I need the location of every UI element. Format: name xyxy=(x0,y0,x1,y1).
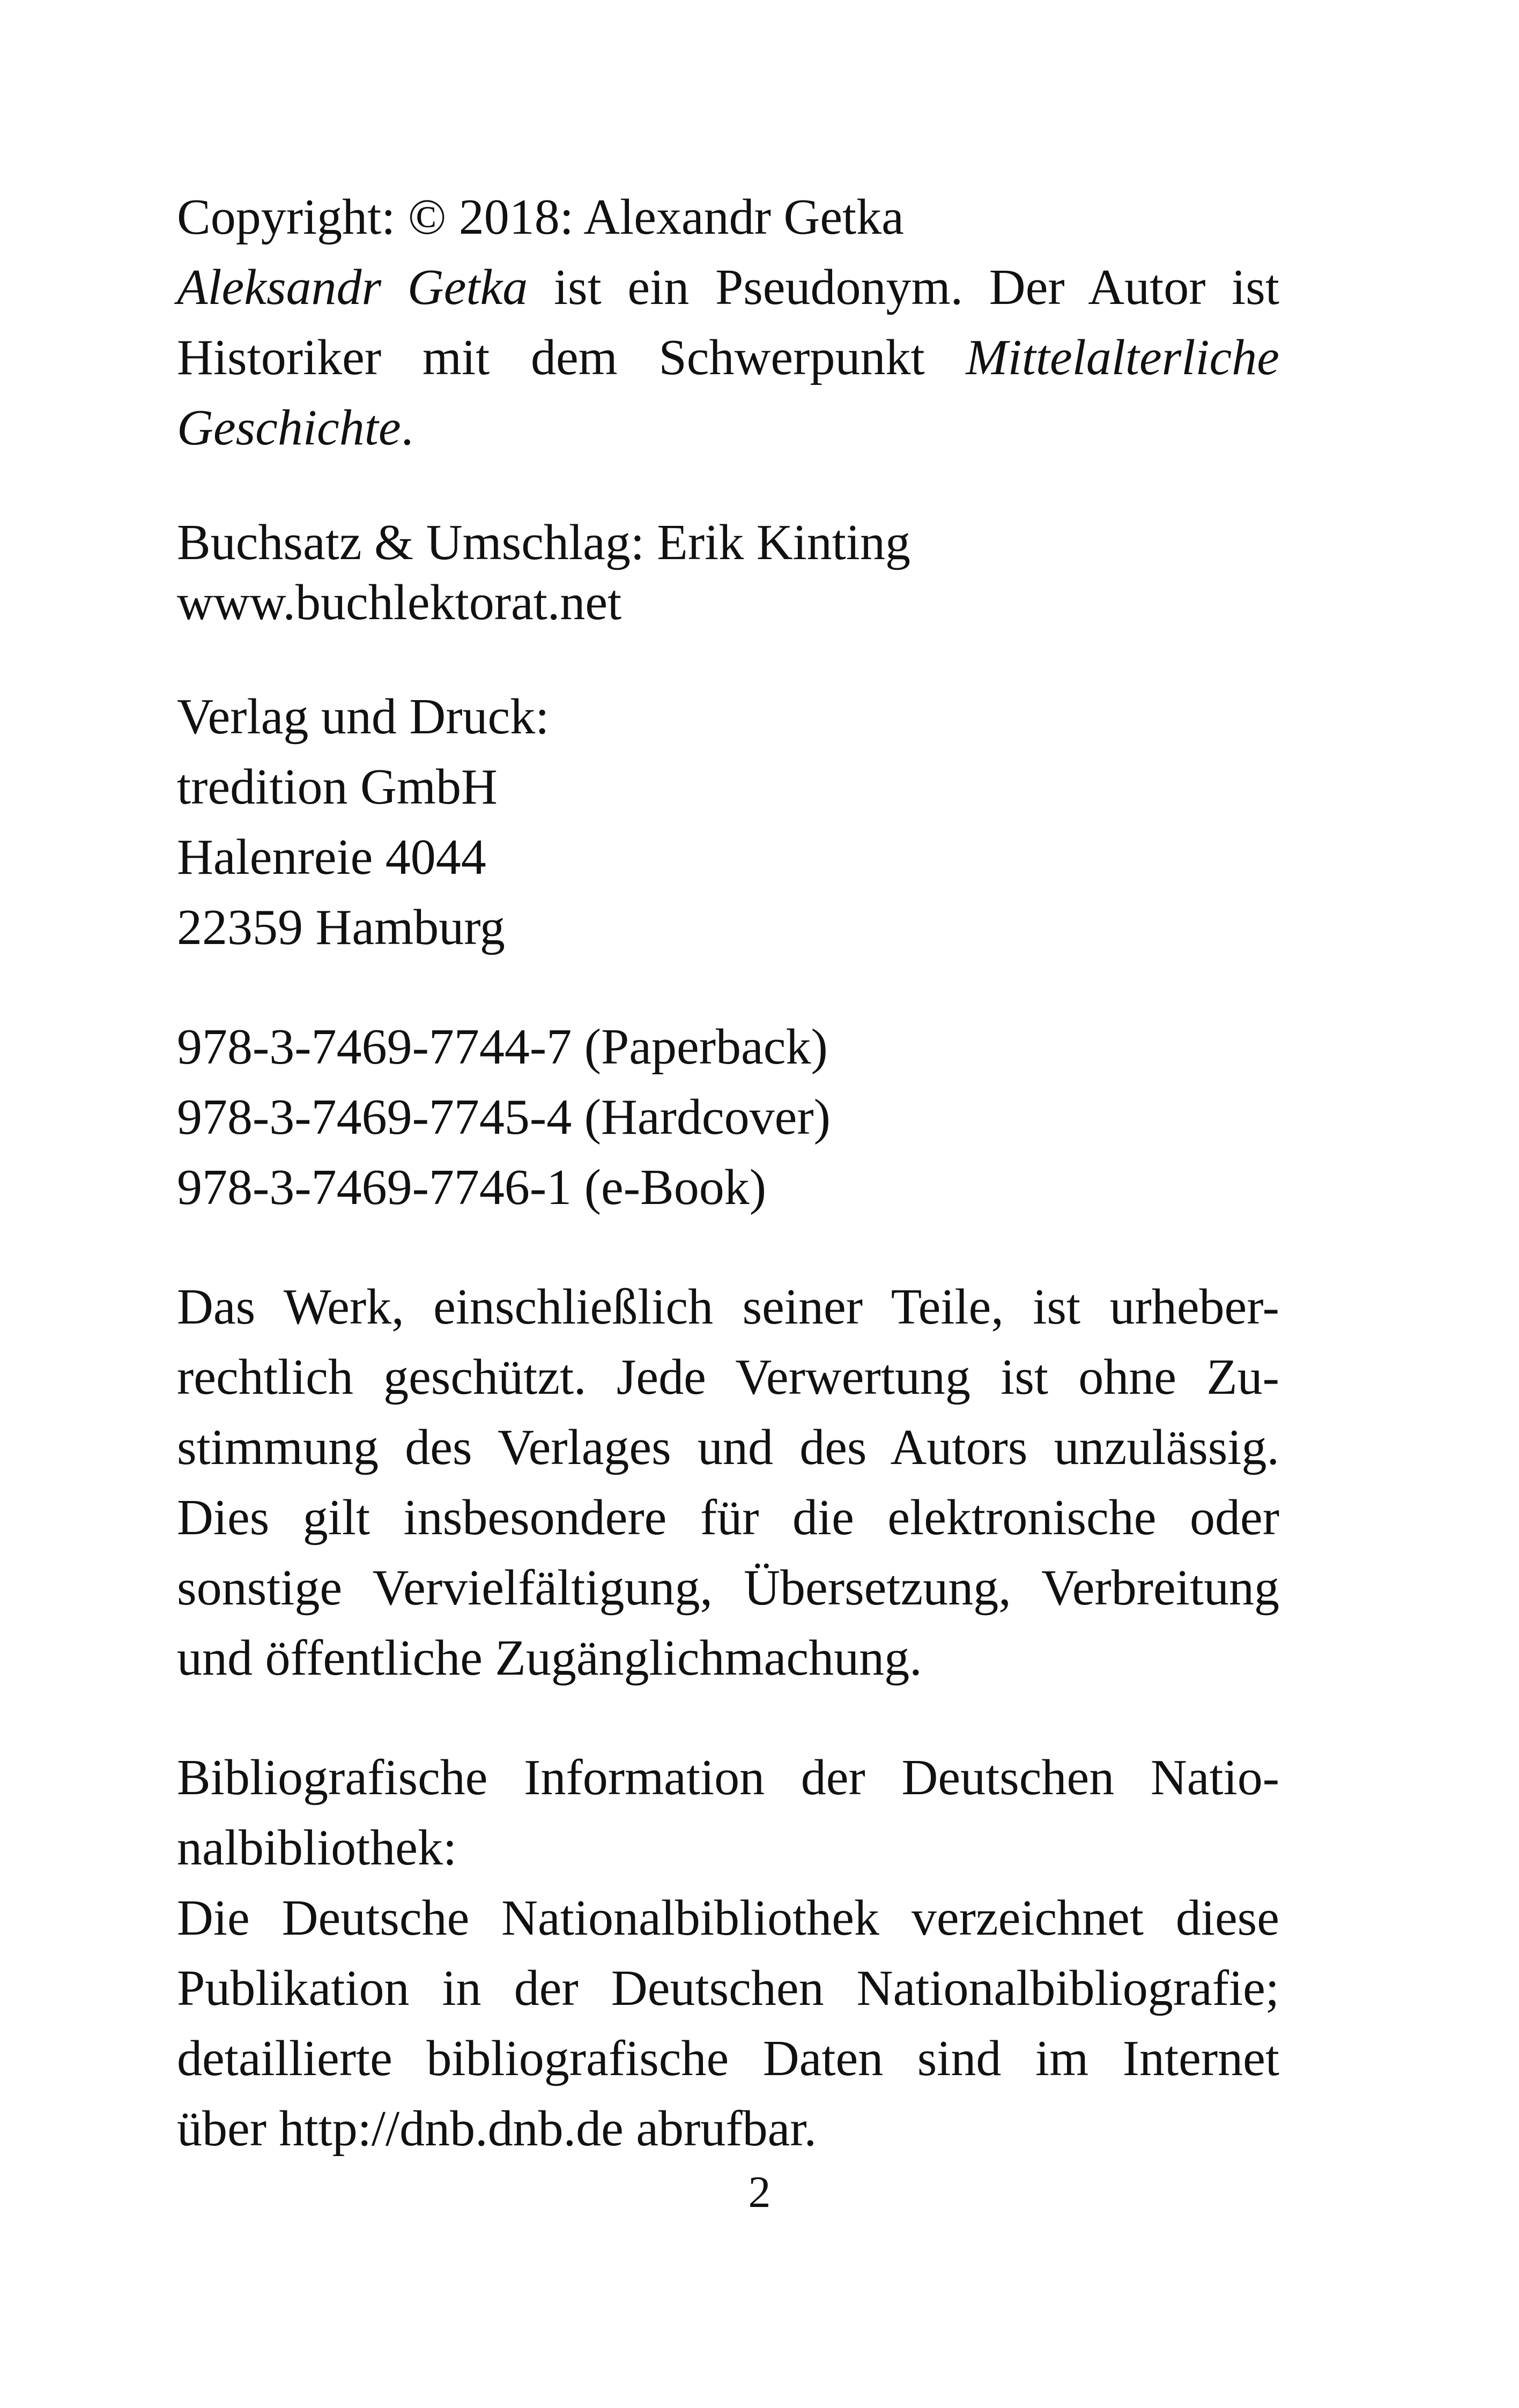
rights-section xyxy=(177,1272,1279,1693)
publisher-label: Verlag und Druck: xyxy=(177,689,550,745)
rights-line: Das Werk, einschließlich seiner Teile, ist urheber- xyxy=(177,1279,1279,1335)
specialty-period: . xyxy=(401,400,414,456)
rights-line: und öffentliche Zugänglichmachung. xyxy=(177,1630,922,1686)
publisher-name: tredition GmbH xyxy=(177,759,498,815)
page-number: 2 xyxy=(748,2167,771,2217)
pseudonym-name: Aleksandr Getka xyxy=(177,259,528,315)
bibliography-line: Bibliografische Information der Deutschen Natio- xyxy=(177,1750,1279,1805)
design-credit-section xyxy=(177,512,1279,633)
publisher-street: Halenreie 4044 xyxy=(177,829,486,885)
publisher-city: 22359 Hamburg xyxy=(177,900,505,955)
publisher-section xyxy=(177,682,1279,963)
bibliography-section xyxy=(177,1743,1279,2164)
copyright-section xyxy=(177,182,1279,463)
imprint-content xyxy=(177,182,1279,2164)
isbn-section xyxy=(177,1012,1279,1223)
pseudonym-line xyxy=(177,252,1279,323)
specialty-text: Mittelalterliche xyxy=(966,330,1279,385)
rights-line: Dies gilt insbesondere für die elektronische oder xyxy=(177,1490,1279,1545)
specialty-continuation-text: Geschichte xyxy=(177,400,401,456)
design-website-line: www.buchlektorat.net xyxy=(177,575,622,630)
author-description-line xyxy=(177,323,1279,393)
bibliography-line: über http://dnb.dnb.de abrufbar. xyxy=(177,2101,817,2157)
design-credit-line: Buchsatz & Umschlag: Erik Kinting xyxy=(177,515,911,570)
bibliography-line: nalbibliothek: xyxy=(177,1820,457,1876)
bibliography-line: detaillierte bibliografische Daten sind im Internet xyxy=(177,2031,1279,2086)
isbn-hardcover: 978-3-7469-7745-4 (Hardcover) xyxy=(177,1089,831,1145)
isbn-ebook: 978-3-7469-7746-1 (e-Book) xyxy=(177,1160,767,1215)
isbn-paperback: 978-3-7469-7744-7 (Paperback) xyxy=(177,1019,828,1075)
bibliography-line: Die Deutsche Nationalbibliothek verzeichnet diese xyxy=(177,1890,1279,1946)
author-description-text: Historiker mit dem Schwerpunkt xyxy=(177,330,966,385)
rights-line: stimmung des Verlages und des Autors unzulässig. xyxy=(177,1419,1279,1475)
pseudonym-text: ist ein Pseudonym. Der Autor ist xyxy=(528,259,1279,315)
bibliography-line: Publikation in der Deutschen Nationalbibliografie; xyxy=(177,1960,1279,2016)
rights-line: sonstige Vervielfältigung, Übersetzung, Verbreitung xyxy=(177,1560,1279,1616)
specialty-continuation-line xyxy=(177,393,1279,463)
copyright-line: Copyright: © 2018: Alexandr Getka xyxy=(177,189,904,245)
rights-line: rechtlich geschützt. Jede Verwertung ist ohne Zu- xyxy=(177,1349,1279,1405)
